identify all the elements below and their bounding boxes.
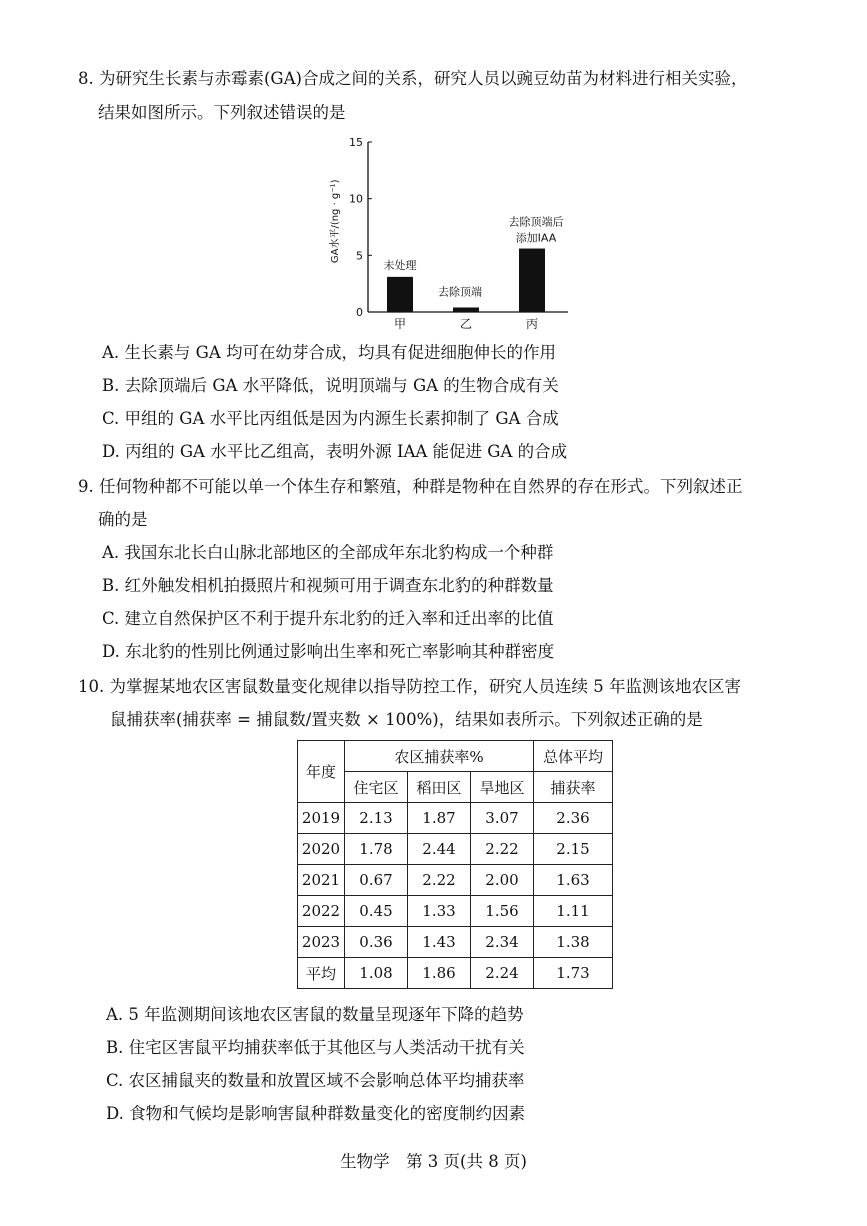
q9-stem-line1: 9. 任何物种都不可能以单一个体生存和繁殖，种群是物种在自然界的存在形式。下列叙述正: [78, 477, 743, 496]
q9-option-d: D. 东北豹的性别比例通过影响出生率和死亡率影响其种群密度: [102, 642, 555, 661]
table-cell: 2.15: [534, 834, 613, 865]
x-tick-label: 甲: [393, 317, 407, 330]
table-cell: 1.63: [534, 865, 613, 896]
bar: [387, 277, 413, 312]
table-cell: 2021: [298, 865, 345, 896]
table-cell: 2.13: [345, 803, 408, 834]
table-cell: 1.33: [408, 896, 471, 927]
y-tick-label: 10: [349, 192, 363, 206]
table-cell: 2.24: [471, 958, 534, 989]
q10-option-c: C. 农区捕鼠夹的数量和放置区域不会影响总体平均捕获率: [106, 1071, 525, 1090]
table-cell: 1.86: [408, 958, 471, 989]
x-tick-label: 丙: [525, 317, 539, 330]
table-cell: 0.45: [345, 896, 408, 927]
bar-label: 添加IAA: [515, 231, 557, 245]
q8-stem-line2: 结果如图所示。下列叙述错误的是: [98, 103, 346, 122]
table-row: [298, 896, 613, 927]
q9-option-b: B. 红外触发相机拍摄照片和视频可用于调查东北豹的种群数量: [102, 576, 554, 595]
table-cell: 0.36: [345, 927, 408, 958]
bar: [453, 307, 479, 312]
q8-stem-line1: 8. 为研究生长素与赤霉素(GA)合成之间的关系，研究人员以豌豆幼苗为材料进行相关实验，: [78, 69, 748, 88]
table-cell: 2019: [298, 803, 345, 834]
q10-option-a: A. 5 年监测期间该地农区害鼠的数量呈现逐年下降的趋势: [106, 1005, 524, 1024]
table-cell: 3.07: [471, 803, 534, 834]
table-cell: 1.43: [408, 927, 471, 958]
table-subheader: 住宅区: [345, 772, 408, 803]
table-cell: 2023: [298, 927, 345, 958]
table-header-total-line2: 捕获率: [534, 772, 613, 803]
table-row: [298, 927, 613, 958]
table-subheader: 稻田区: [408, 772, 471, 803]
q8-option-c: C. 甲组的 GA 水平比丙组低是因为内源生长素抑制了 GA 合成: [102, 409, 559, 428]
table-subheader: 旱地区: [471, 772, 534, 803]
q8-option-b: B. 去除顶端后 GA 水平降低，说明顶端与 GA 的生物合成有关: [102, 376, 559, 395]
table-cell: 1.11: [534, 896, 613, 927]
table-cell: 2.00: [471, 865, 534, 896]
table-cell: 2022: [298, 896, 345, 927]
q10-stem-line1: 10. 为掌握某地农区害鼠数量变化规律以指导防控工作，研究人员连续 5 年监测该地农区害: [78, 677, 741, 696]
rodent-capture-table: [297, 740, 613, 989]
y-tick-label: 15: [349, 136, 363, 149]
bar-label: 去除顶端后: [508, 215, 564, 229]
table-cell: 1.08: [345, 958, 408, 989]
table-row: [298, 865, 613, 896]
q10-option-b: B. 住宅区害鼠平均捕获率低于其他区与人类活动干扰有关: [106, 1038, 525, 1057]
x-tick-label: 乙: [459, 317, 473, 330]
table-cell: 1.78: [345, 834, 408, 865]
q8-option-a: A. 生长素与 GA 均可在幼芽合成，均具有促进细胞伸长的作用: [102, 343, 556, 362]
table-cell: 2.44: [408, 834, 471, 865]
table-cell: 1.73: [534, 958, 613, 989]
table-cell: 1.38: [534, 927, 613, 958]
table-header-year: 年度: [298, 741, 345, 803]
table-cell: 2.22: [408, 865, 471, 896]
bar: [519, 249, 545, 312]
q10-stem-line2: 鼠捕获率(捕获率 = 捕鼠数/置夹数 × 100%)，结果如表所示。下列叙述正确的是: [110, 710, 703, 729]
table-cell: 1.56: [471, 896, 534, 927]
table-row: [298, 834, 613, 865]
q9-option-a: A. 我国东北长白山脉北部地区的全部成年东北豹构成一个种群: [102, 543, 554, 562]
y-tick-label: 5: [356, 249, 363, 263]
table-cell: 平均: [298, 958, 345, 989]
y-tick-label: 0: [356, 306, 363, 319]
page-footer: 生物学 第 3 页(共 8 页): [340, 1152, 527, 1171]
table-row: [298, 803, 613, 834]
bar-label: 去除顶端: [438, 285, 482, 299]
table-header-total-line1: 总体平均: [534, 741, 613, 772]
table-cell: 2.36: [534, 803, 613, 834]
ga-bar-chart: [318, 130, 578, 330]
table-header-group: 农区捕获率%: [345, 741, 534, 772]
table-cell: 2.22: [471, 834, 534, 865]
q8-option-d: D. 丙组的 GA 水平比乙组高，表明外源 IAA 能促进 GA 的合成: [102, 442, 568, 461]
table-cell: 0.67: [345, 865, 408, 896]
table-cell: 1.87: [408, 803, 471, 834]
table-cell: 2020: [298, 834, 345, 865]
table-row: [298, 958, 613, 989]
bar-label: 未处理: [383, 258, 417, 272]
q9-stem-line2: 确的是: [98, 510, 148, 529]
y-axis-label: GA水平/(ng · g⁻¹): [330, 179, 341, 264]
q9-option-c: C. 建立自然保护区不利于提升东北豹的迁入率和迁出率的比值: [102, 609, 554, 628]
q10-option-d: D. 食物和气候均是影响害鼠种群数量变化的密度制约因素: [106, 1104, 526, 1123]
table-cell: 2.34: [471, 927, 534, 958]
